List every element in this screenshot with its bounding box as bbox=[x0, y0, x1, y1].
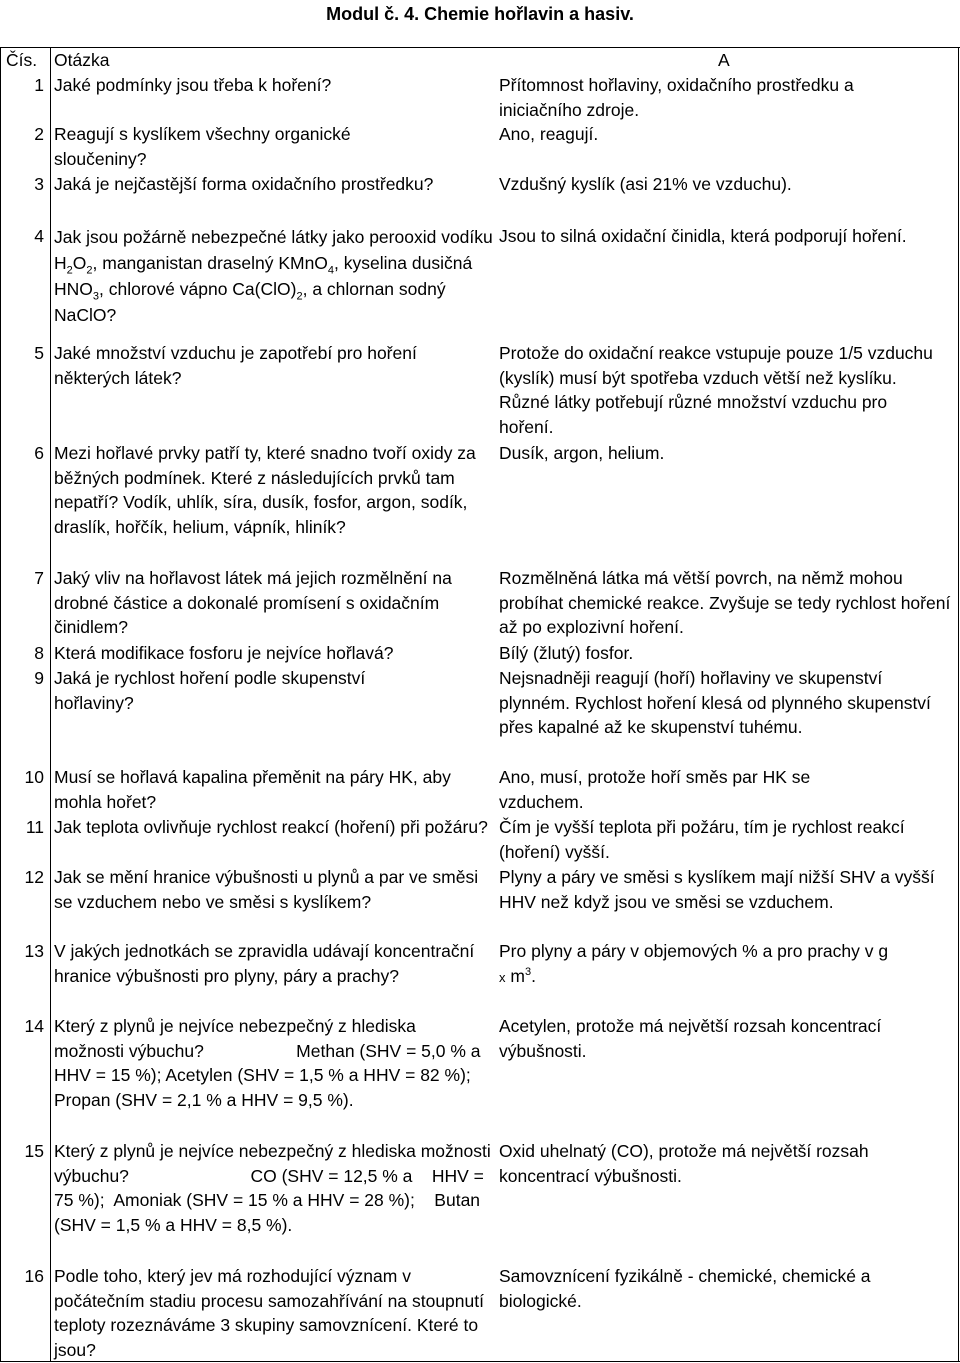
table-top-border bbox=[0, 47, 960, 48]
row-number: 10 bbox=[24, 767, 44, 787]
question-text: Který z plynů je nejvíce nebezpečný z hlediska možnosti výbuchu? Methan (SHV = 5,0 % a HHV = 15 %); Acetylen (SHV = 1,5 % a HHV = 82 %); Propan (SHV = 2,1 % a HHV = 9,5 %). bbox=[54, 1016, 486, 1110]
row-number: 9 bbox=[34, 668, 44, 688]
row-number: 4 bbox=[34, 226, 44, 246]
row-number: 12 bbox=[24, 867, 44, 887]
header-question: Otázka bbox=[54, 50, 110, 70]
table-right-border bbox=[958, 47, 959, 1362]
answer-text: Acetylen, protože má největší rozsah koncentrací výbušnosti. bbox=[499, 1016, 882, 1061]
answer-text: Protože do oxidační reakce vstupuje pouze 1/5 vzduchu (kyslík) musí být spotřeba vzduch větší než kyslíku. Různé látky potřebují různé množství vzduchu pro hoření. bbox=[499, 343, 933, 437]
question-text: Mezi hořlavé prvky patří ty, které snadno tvoří oxidy za běžných podmínek. Které z následujících prvků tam nepatří? Vodík, uhlík, síra, dusík, fosfor, argon, sodík, draslík, hořčík, helium, vápník, hliník? bbox=[54, 443, 476, 537]
column-divider bbox=[50, 47, 51, 1362]
row-number: 11 bbox=[25, 817, 44, 837]
question-text: Která modifikace fosforu je nejvíce hořlavá? bbox=[54, 643, 394, 663]
answer-text: Ano, reagují. bbox=[499, 124, 599, 144]
answer-text: Ano, musí, protože hoří směs par HK se vzduchem. bbox=[499, 767, 811, 812]
question-text: Jaká je rychlost hoření podle skupenství hořlaviny? bbox=[54, 668, 366, 713]
question-text: V jakých jednotkách se zpravidla udávají koncentrační hranice výbušnosti pro plyny, páry a prachy? bbox=[54, 941, 475, 986]
answer-text: Dusík, argon, helium. bbox=[499, 443, 665, 463]
row-number: 14 bbox=[24, 1016, 44, 1036]
row-number: 16 bbox=[24, 1266, 44, 1286]
row-number: 8 bbox=[34, 643, 44, 663]
answer-text: Rozmělněná látka má větší povrch, na němž mohou probíhat chemické reakce. Zvyšuje se tedy rychlost hoření až po explozivní hoření. bbox=[499, 568, 951, 637]
answer-text: Plyny a páry ve směsi s kyslíkem mají nižší SHV a vyšší HHV než když jsou ve směsi se vzduchem. bbox=[499, 867, 935, 912]
row-number: 2 bbox=[34, 124, 44, 144]
answer-text: Nejsnadněji reagují (hoří) hořlaviny ve skupenství plynném. Rychlost hoření klesá od plynného skupenství přes kapalné až ke skupenství tuhému. bbox=[499, 668, 931, 737]
question-text: Jaké podmínky jsou třeba k hoření? bbox=[54, 75, 332, 95]
question-text: Jaká je nejčastější forma oxidačního prostředku? bbox=[54, 174, 434, 194]
question-text: Jaký vliv na hořlavost látek má jejich rozmělnění na drobné částice a dokonalé promísení s oxidačním činidlem? bbox=[54, 568, 452, 637]
answer-text: Přítomnost hořlaviny, oxidačního prostředku a iniciačního zdroje. bbox=[499, 75, 854, 120]
question-text: Jak jsou požárně nebezpečné látky jako perooxid vodíku $H_2O_2$, manganistan draselný KMnO$_4$, kyselina dusičná $HNO_3$, chlorové vápno $Ca(ClO)_2$, a chlornan sodný NaClO? bbox=[54, 227, 493, 325]
question-text: Podle toho, který jev má rozhodující význam v počátečním stadiu procesu samozahřívání na stoupnutí teploty rozeznáváme 3 skupiny samovznícení. Které to jsou? bbox=[54, 1266, 484, 1360]
row-number: 5 bbox=[34, 343, 44, 363]
answer-text: Oxid uhelnatý (CO), protože má největší rozsah koncentrací výbušnosti. bbox=[499, 1141, 869, 1186]
row-number: 1 bbox=[34, 75, 44, 95]
question-text: Který z plynů je nejvíce nebezpečný z hlediska možnosti výbuchu? CO (SHV = 12,5 % a HHV = 75 %); Amoniak (SHV = 15 % a HHV = 28 %); Butan (SHV = 1,5 % a HHV = 8,5 %). bbox=[54, 1141, 496, 1235]
answer-text: Samovznícení fyzikálně - chemické, chemické a biologické. bbox=[499, 1266, 871, 1311]
question-text: Jak teplota ovlivňuje rychlost reakcí (hoření) při požáru? bbox=[54, 817, 488, 837]
row-number: 6 bbox=[34, 443, 44, 463]
row-number: 13 bbox=[24, 941, 44, 961]
row-number: 3 bbox=[34, 174, 44, 194]
answer-text: Čím je vyšší teplota při požáru, tím je rychlost reakcí (hoření) vyšší. bbox=[499, 817, 905, 862]
answer-text: Vzdušný kyslík (asi 21% ve vzduchu). bbox=[499, 174, 792, 194]
row-number: 15 bbox=[24, 1141, 44, 1161]
question-text: Jak se mění hranice výbušnosti u plynů a par ve směsi se vzduchem nebo ve směsi s kyslíkem? bbox=[54, 867, 479, 912]
answer-text: Jsou to silná oxidační činidla, která podporují hoření. bbox=[499, 226, 907, 246]
row-number: 7 bbox=[34, 568, 44, 588]
answer-text: Bílý (žlutý) fosfor. bbox=[499, 643, 634, 663]
header-answer: A bbox=[718, 50, 730, 70]
question-text: Musí se hořlavá kapalina přeměnit na páry HK, aby mohla hořet? bbox=[54, 767, 451, 812]
question-text: Jaké množství vzduchu je zapotřebí pro hoření některých látek? bbox=[54, 343, 417, 388]
answer-text: Pro plyny a páry v objemových % a pro prachy v g x $m^3$. bbox=[499, 941, 889, 986]
question-text: Reagují s kyslíkem všechny organické sloučeniny? bbox=[54, 124, 351, 169]
header-num: Čís. bbox=[6, 50, 38, 70]
page-title: Modul č. 4. Chemie hořlavin a hasiv. bbox=[326, 4, 634, 24]
